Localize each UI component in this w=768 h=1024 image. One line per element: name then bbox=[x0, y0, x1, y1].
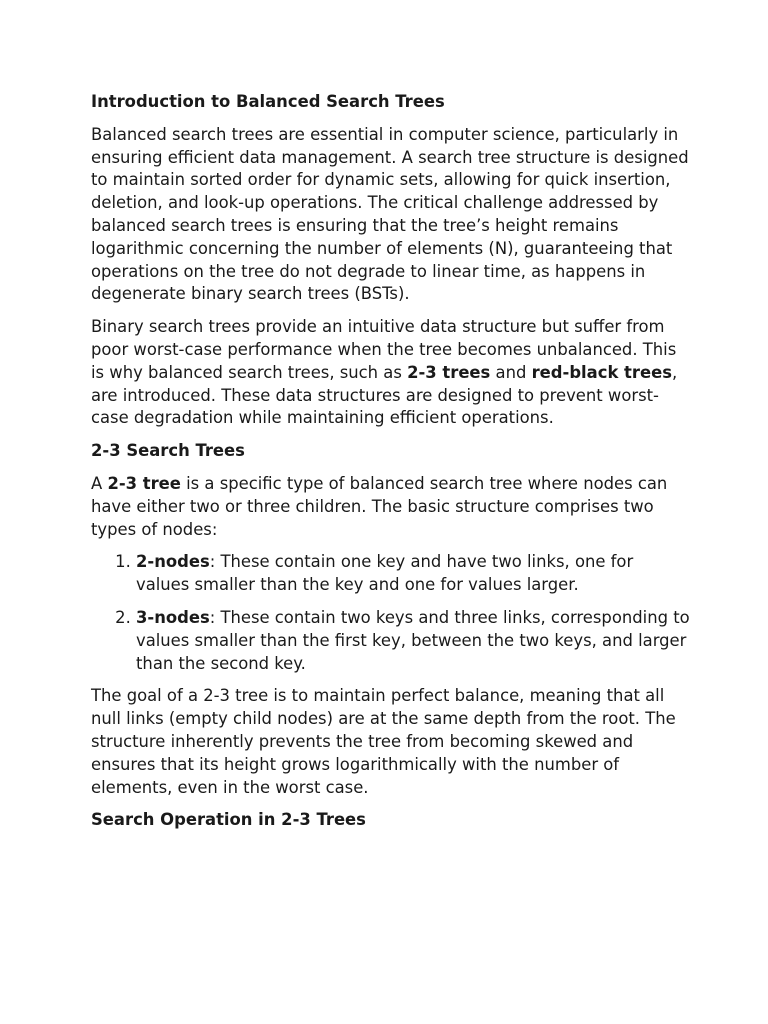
paragraph-text: , are introduced. These data structures are designed to prevent worst-case degradation while maintaining efficient operations. bbox=[91, 362, 678, 428]
list-item bbox=[136, 607, 691, 675]
list-item-text: : These contain one key and have two links, one for values smaller than the key and one for values larger. bbox=[136, 552, 634, 595]
node-types-list bbox=[91, 551, 691, 675]
paragraph-bst bbox=[91, 316, 691, 430]
paragraph-text: is a specific type of balanced search tree where nodes can have either two or three children. The basic structure comprises two types of nodes: bbox=[91, 473, 668, 539]
paragraph-intro: Balanced search trees are essential in computer science, particularly in ensuring efficient data management. A search tree structure is designed to maintain sorted order for dynamic sets, allowing for quick insertion, deletion, and look-up operations. The critical challenge addressed by balanced search trees is ensuring that the tree’s height remains logarithmic concerning the number of elements (N), guaranteeing that operations on the tree do not degrade to linear time, as happens in degenerate binary search trees (BSTs). bbox=[91, 124, 689, 304]
paragraph-text: A bbox=[91, 473, 108, 493]
section-heading-search: Search Operation in 2-3 Trees bbox=[91, 810, 366, 830]
paragraph-2-3-def bbox=[91, 473, 691, 541]
document-page bbox=[91, 91, 691, 842]
term-2-3-tree: 2-3 tree bbox=[107, 473, 181, 493]
list-item-term: 2-nodes bbox=[136, 552, 210, 572]
paragraph-text: and bbox=[490, 362, 532, 382]
list-item-text: : These contain two keys and three links, corresponding to values smaller than the first key, between the two keys, and larger than the second key. bbox=[136, 607, 690, 673]
section-heading-intro: Introduction to Balanced Search Trees bbox=[91, 92, 445, 111]
paragraph-text: Binary search trees provide an intuitive data structure but suffer from poor worst-case performance when the tree becomes unbalanced. This is why balanced search trees, such as bbox=[91, 317, 677, 382]
term-red-black-trees: red-black trees bbox=[531, 362, 672, 382]
list-item-term: 3-nodes bbox=[136, 607, 210, 627]
paragraph-goal: The goal of a 2-3 tree is to maintain perfect balance, meaning that all null links (empty child nodes) are at the same depth from the root. The structure inherently prevents the tree from becoming skewed and ensures that its height grows logarithmically with the number of elements, even in the worst case. bbox=[91, 686, 676, 797]
list-item bbox=[136, 551, 691, 597]
term-2-3-trees: 2-3 trees bbox=[407, 362, 491, 382]
section-heading-2-3: 2-3 Search Trees bbox=[91, 441, 245, 461]
